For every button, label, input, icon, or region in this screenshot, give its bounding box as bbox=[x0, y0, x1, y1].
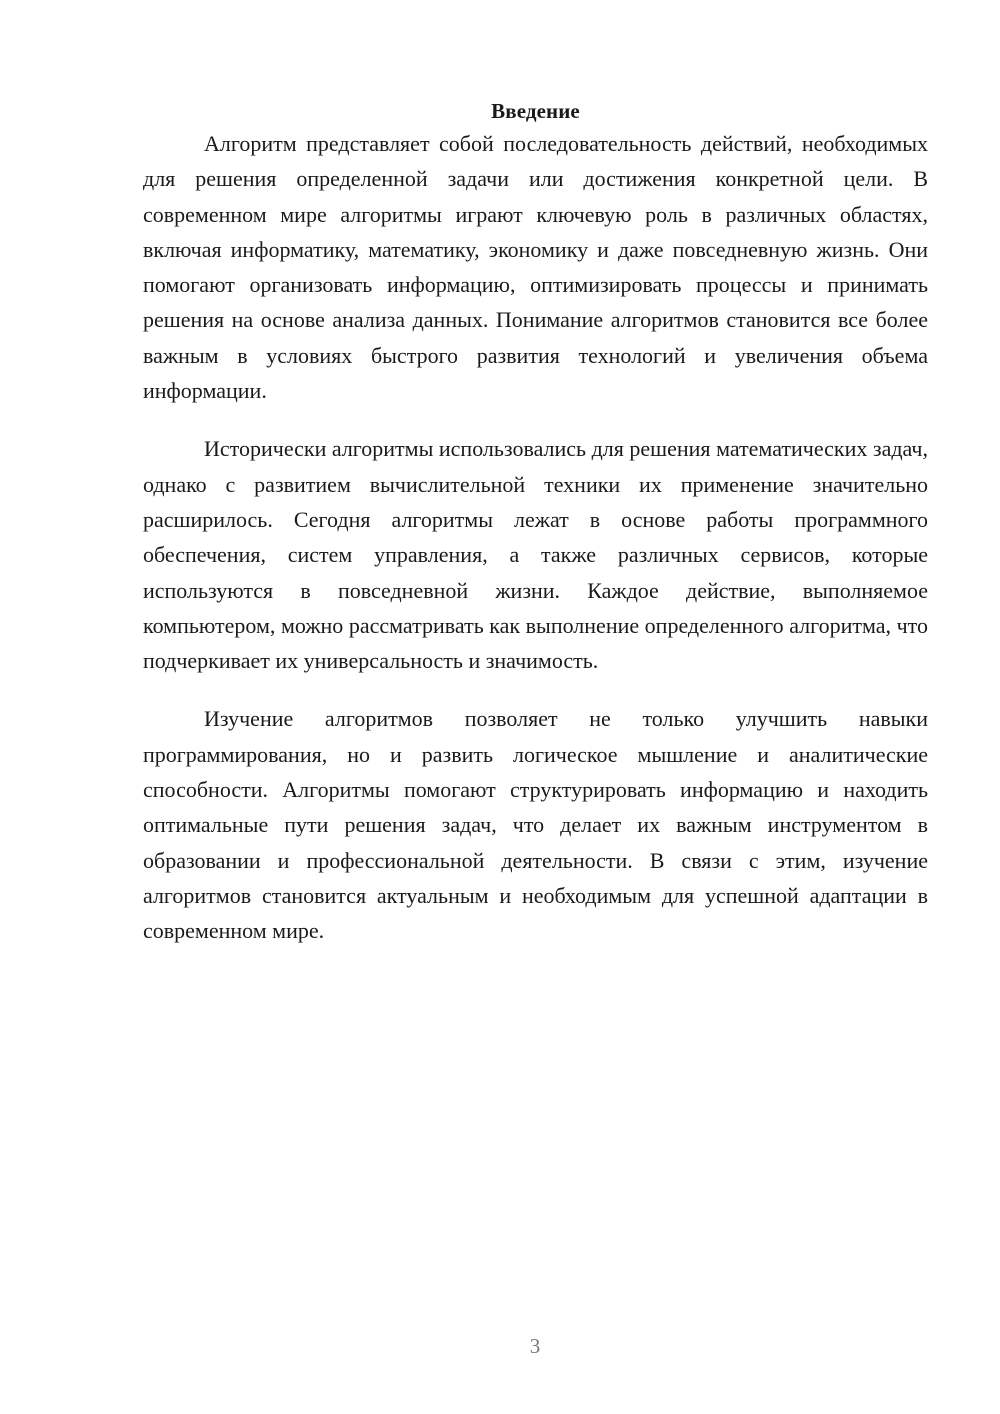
section-title: Введение bbox=[491, 99, 580, 123]
paragraph-intro: Алгоритм представляет собой последовательность действий, необходимых для решения определенной задачи или достижения конкретной цели. В современном мире алгоритмы играют ключевую роль в различных областях, включая информатику, математику, экономику и даже повседневную жизнь. Они помогают организовать информацию, оптимизировать процессы и принимать решения на основе анализа данных. Понимание алгоритмов становится все более важным в условиях быстрого развития технологий и увеличения объема информации. bbox=[143, 131, 928, 404]
paragraph-history: Исторически алгоритмы использовались для решения математических задач, однако с развитием вычислительной техники их применение значительно расширилось. Сегодня алгоритмы лежат в основе работы программного обеспечения, систем управления, а также различных сервисов, которые используются в повседневной жизни. Каждое действие, выполняемое компьютером, можно рассматривать как выполнение определенного алгоритма, что подчеркивает их универсальность и значимость. bbox=[143, 436, 928, 674]
page-number: 3 bbox=[529, 1334, 541, 1358]
page-content bbox=[143, 96, 928, 949]
paragraph-study: Изучение алгоритмов позволяет не только улучшить навыки программирования, но и развить логическое мышление и аналитические способности. Алгоритмы помогают структурировать информацию и находить оптимальные пути решения задач, что делает их важным инструментом в образовании и профессиональной деятельности. В связи с этим, изучение алгоритмов становится актуальным и необходимым для успешной адаптации в современном мире. bbox=[143, 706, 928, 944]
